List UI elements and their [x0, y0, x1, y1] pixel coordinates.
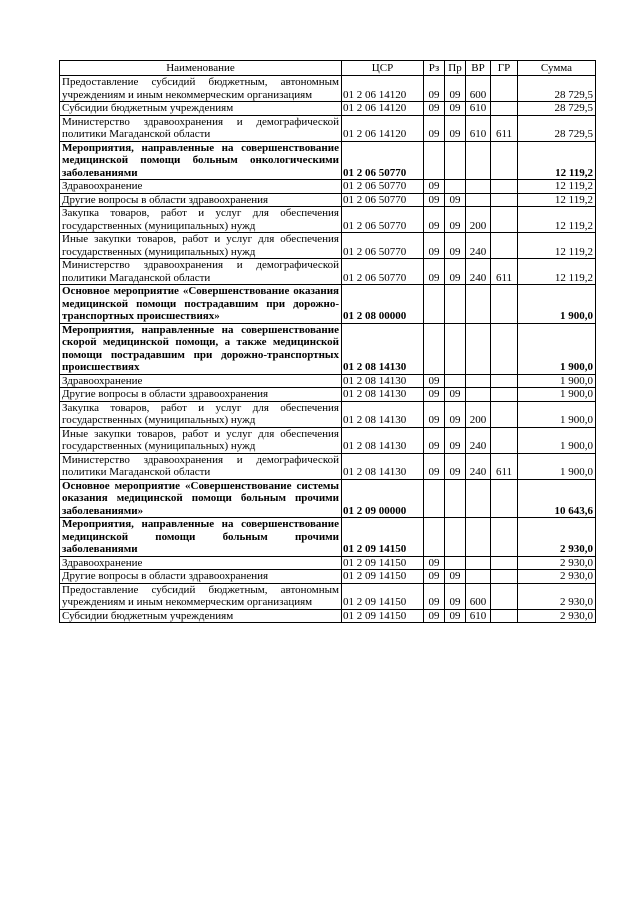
cell-pr: 09 [445, 401, 466, 427]
cell-name: Мероприятия, направленные на совершенствование медицинской помощи больным прочими заболеваниями [60, 518, 342, 557]
cell-csr: 01 2 06 50770 [342, 207, 424, 233]
cell-vr: 610 [466, 115, 491, 141]
cell-vr: 600 [466, 76, 491, 102]
cell-sum: 1 900,0 [518, 323, 596, 374]
cell-name: Закупка товаров, работ и услуг для обеспечения государственных (муниципальных) нужд [60, 401, 342, 427]
cell-gr [491, 141, 518, 180]
cell-sum: 1 900,0 [518, 374, 596, 388]
cell-pr: 09 [445, 102, 466, 116]
cell-pr: 09 [445, 583, 466, 609]
cell-csr: 01 2 06 14120 [342, 76, 424, 102]
cell-csr: 01 2 06 50770 [342, 180, 424, 194]
cell-sum: 12 119,2 [518, 259, 596, 285]
cell-csr: 01 2 06 14120 [342, 115, 424, 141]
header-vr: ВР [466, 61, 491, 76]
table-row [60, 374, 596, 388]
cell-gr [491, 233, 518, 259]
table-row [60, 180, 596, 194]
cell-gr: 611 [491, 115, 518, 141]
cell-rz: 09 [424, 609, 445, 623]
cell-sum: 2 930,0 [518, 570, 596, 584]
table-row [60, 570, 596, 584]
header-csr: ЦСР [342, 61, 424, 76]
table-row [60, 427, 596, 453]
cell-name: Мероприятия, направленные на совершенствование медицинской помощи больным онкологическими заболеваниями [60, 141, 342, 180]
cell-vr: 610 [466, 102, 491, 116]
cell-pr: 09 [445, 453, 466, 479]
cell-vr: 610 [466, 609, 491, 623]
cell-sum: 1 900,0 [518, 453, 596, 479]
cell-vr [466, 556, 491, 570]
cell-pr [445, 285, 466, 324]
cell-gr [491, 518, 518, 557]
cell-vr: 240 [466, 259, 491, 285]
cell-rz: 09 [424, 427, 445, 453]
cell-sum: 10 643,6 [518, 479, 596, 518]
cell-name: Предоставление субсидий бюджетным, автономным учреждениям и иным некоммерческим организациям [60, 76, 342, 102]
cell-gr [491, 180, 518, 194]
cell-rz [424, 518, 445, 557]
cell-rz [424, 479, 445, 518]
cell-sum: 1 900,0 [518, 427, 596, 453]
cell-csr: 01 2 09 14150 [342, 609, 424, 623]
cell-sum: 2 930,0 [518, 556, 596, 570]
cell-vr [466, 518, 491, 557]
cell-rz: 09 [424, 570, 445, 584]
cell-vr: 240 [466, 233, 491, 259]
cell-rz: 09 [424, 556, 445, 570]
cell-gr [491, 388, 518, 402]
table-row [60, 323, 596, 374]
cell-sum: 1 900,0 [518, 401, 596, 427]
table-row [60, 609, 596, 623]
cell-sum: 28 729,5 [518, 115, 596, 141]
cell-csr: 01 2 06 50770 [342, 141, 424, 180]
cell-gr [491, 207, 518, 233]
table-row [60, 285, 596, 324]
table-row [60, 259, 596, 285]
cell-gr [491, 427, 518, 453]
cell-name: Мероприятия, направленные на совершенствование скорой медицинской помощи, а также медицинской помощи пострадавшим при дорожно-транспортных происшествиях [60, 323, 342, 374]
cell-vr [466, 479, 491, 518]
cell-sum: 12 119,2 [518, 233, 596, 259]
cell-name: Министерство здравоохранения и демографической политики Магаданской области [60, 259, 342, 285]
table-row [60, 76, 596, 102]
cell-pr: 09 [445, 115, 466, 141]
cell-sum: 12 119,2 [518, 193, 596, 207]
cell-pr [445, 518, 466, 557]
cell-csr: 01 2 06 50770 [342, 259, 424, 285]
cell-name: Здравоохранение [60, 374, 342, 388]
cell-gr [491, 193, 518, 207]
table-row [60, 233, 596, 259]
table-row [60, 388, 596, 402]
cell-vr [466, 285, 491, 324]
cell-rz [424, 285, 445, 324]
header-pr: Пр [445, 61, 466, 76]
cell-rz: 09 [424, 583, 445, 609]
cell-sum: 12 119,2 [518, 141, 596, 180]
cell-rz [424, 323, 445, 374]
cell-csr: 01 2 06 50770 [342, 193, 424, 207]
cell-csr: 01 2 08 00000 [342, 285, 424, 324]
cell-sum: 1 900,0 [518, 388, 596, 402]
cell-vr: 200 [466, 207, 491, 233]
cell-vr [466, 323, 491, 374]
cell-csr: 01 2 09 14150 [342, 570, 424, 584]
cell-pr [445, 556, 466, 570]
cell-pr: 09 [445, 570, 466, 584]
cell-name: Закупка товаров, работ и услуг для обеспечения государственных (муниципальных) нужд [60, 207, 342, 233]
cell-csr: 01 2 06 50770 [342, 233, 424, 259]
table-row [60, 453, 596, 479]
cell-vr [466, 388, 491, 402]
cell-name: Министерство здравоохранения и демографической политики Магаданской области [60, 453, 342, 479]
table-row [60, 115, 596, 141]
cell-csr: 01 2 08 14130 [342, 401, 424, 427]
header-rz: Рз [424, 61, 445, 76]
cell-name: Иные закупки товаров, работ и услуг для обеспечения государственных (муниципальных) нужд [60, 233, 342, 259]
cell-csr: 01 2 08 14130 [342, 374, 424, 388]
cell-vr [466, 374, 491, 388]
cell-rz: 09 [424, 453, 445, 479]
cell-pr [445, 323, 466, 374]
cell-vr [466, 193, 491, 207]
header-gr: ГР [491, 61, 518, 76]
table-row [60, 479, 596, 518]
cell-pr: 09 [445, 427, 466, 453]
cell-vr: 240 [466, 427, 491, 453]
cell-rz: 09 [424, 102, 445, 116]
cell-gr [491, 401, 518, 427]
cell-gr [491, 583, 518, 609]
cell-sum: 2 930,0 [518, 583, 596, 609]
cell-vr: 240 [466, 453, 491, 479]
cell-csr: 01 2 08 14130 [342, 427, 424, 453]
cell-vr: 200 [466, 401, 491, 427]
cell-name: Основное мероприятие «Совершенствование оказания медицинской помощи пострадавшим при дорожно-транспортных происшествиях» [60, 285, 342, 324]
cell-pr: 09 [445, 609, 466, 623]
cell-rz: 09 [424, 76, 445, 102]
cell-pr: 09 [445, 193, 466, 207]
cell-name: Предоставление субсидий бюджетным, автономным учреждениям и иным некоммерческим организациям [60, 583, 342, 609]
cell-rz: 09 [424, 207, 445, 233]
header-sum: Сумма [518, 61, 596, 76]
cell-name: Субсидии бюджетным учреждениям [60, 609, 342, 623]
cell-name: Здравоохранение [60, 180, 342, 194]
cell-rz: 09 [424, 401, 445, 427]
cell-gr [491, 570, 518, 584]
cell-rz: 09 [424, 233, 445, 259]
table-row [60, 141, 596, 180]
table-row [60, 102, 596, 116]
table-row [60, 207, 596, 233]
cell-pr: 09 [445, 388, 466, 402]
cell-pr: 09 [445, 259, 466, 285]
cell-name: Основное мероприятие «Совершенствование системы оказания медицинской помощи больным прочими заболеваниями» [60, 479, 342, 518]
cell-csr: 01 2 09 14150 [342, 583, 424, 609]
cell-pr: 09 [445, 207, 466, 233]
cell-gr [491, 323, 518, 374]
cell-rz: 09 [424, 115, 445, 141]
cell-vr [466, 141, 491, 180]
cell-gr [491, 556, 518, 570]
cell-name: Другие вопросы в области здравоохранения [60, 570, 342, 584]
cell-sum: 12 119,2 [518, 180, 596, 194]
cell-gr [491, 102, 518, 116]
cell-pr [445, 479, 466, 518]
cell-rz: 09 [424, 180, 445, 194]
cell-gr: 611 [491, 259, 518, 285]
cell-rz: 09 [424, 374, 445, 388]
cell-name: Другие вопросы в области здравоохранения [60, 193, 342, 207]
cell-sum: 28 729,5 [518, 76, 596, 102]
cell-sum: 2 930,0 [518, 518, 596, 557]
cell-rz: 09 [424, 193, 445, 207]
table-row [60, 583, 596, 609]
cell-sum: 12 119,2 [518, 207, 596, 233]
cell-gr [491, 609, 518, 623]
cell-sum: 2 930,0 [518, 609, 596, 623]
cell-name: Здравоохранение [60, 556, 342, 570]
cell-gr [491, 76, 518, 102]
table-row [60, 556, 596, 570]
cell-csr: 01 2 06 14120 [342, 102, 424, 116]
table-row [60, 401, 596, 427]
cell-vr [466, 570, 491, 584]
cell-vr: 600 [466, 583, 491, 609]
cell-rz [424, 141, 445, 180]
cell-rz: 09 [424, 259, 445, 285]
cell-sum: 1 900,0 [518, 285, 596, 324]
cell-gr [491, 285, 518, 324]
cell-pr: 09 [445, 76, 466, 102]
table-row [60, 193, 596, 207]
cell-pr [445, 374, 466, 388]
cell-pr [445, 180, 466, 194]
cell-csr: 01 2 08 14130 [342, 388, 424, 402]
cell-name: Другие вопросы в области здравоохранения [60, 388, 342, 402]
cell-name: Субсидии бюджетным учреждениям [60, 102, 342, 116]
cell-vr [466, 180, 491, 194]
cell-gr [491, 479, 518, 518]
cell-csr: 01 2 09 14150 [342, 518, 424, 557]
cell-gr [491, 374, 518, 388]
header-name: Наименование [60, 61, 342, 76]
cell-pr [445, 141, 466, 180]
table-header-row [60, 61, 596, 76]
cell-csr: 01 2 09 14150 [342, 556, 424, 570]
cell-pr: 09 [445, 233, 466, 259]
cell-name: Иные закупки товаров, работ и услуг для обеспечения государственных (муниципальных) нужд [60, 427, 342, 453]
cell-csr: 01 2 09 00000 [342, 479, 424, 518]
cell-csr: 01 2 08 14130 [342, 323, 424, 374]
cell-rz: 09 [424, 388, 445, 402]
cell-name: Министерство здравоохранения и демографической политики Магаданской области [60, 115, 342, 141]
budget-table [59, 60, 596, 623]
cell-sum: 28 729,5 [518, 102, 596, 116]
table-row [60, 518, 596, 557]
cell-gr: 611 [491, 453, 518, 479]
cell-csr: 01 2 08 14130 [342, 453, 424, 479]
